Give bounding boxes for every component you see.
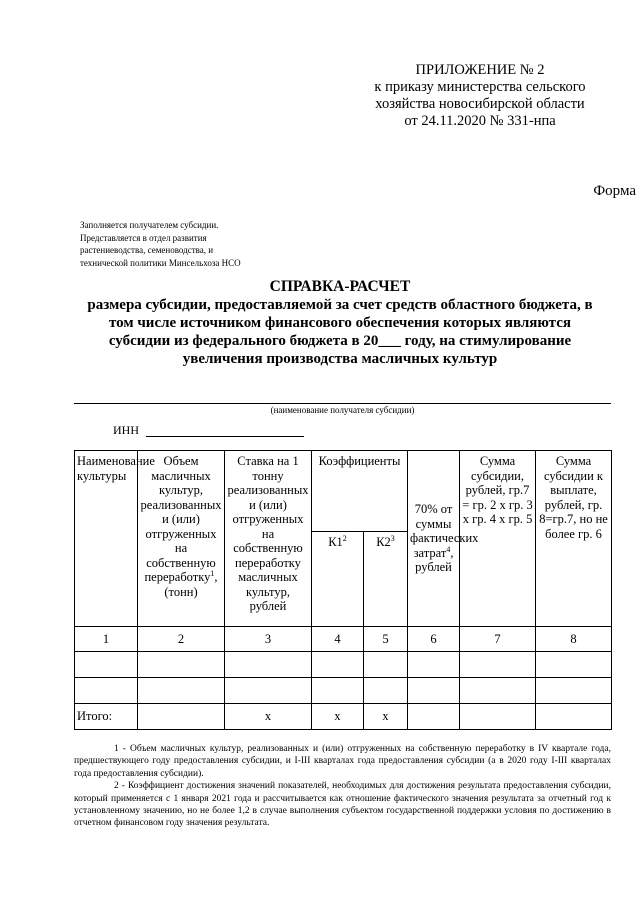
column-number: 5 <box>364 627 408 652</box>
total-mark: х <box>225 704 312 730</box>
total-label: Итого: <box>75 704 138 730</box>
inn-field[interactable] <box>146 436 304 437</box>
header-volume-text: Объем масличных культур, реализованных и (или) отгруженных на собственную переработку <box>140 454 222 584</box>
footnote-ref-2: 2 <box>342 533 347 543</box>
header-payout <box>536 451 612 627</box>
title-line4: увеличения производства масличных культур <box>182 351 498 367</box>
footnote-ref-3: 3 <box>390 533 395 543</box>
column-number: 4 <box>312 627 364 652</box>
header-k1 <box>312 532 364 627</box>
appendix-order-date: от 24.11.2020 № 331-нпа <box>404 113 556 129</box>
header-cost-share-unit: , рублей <box>415 545 454 575</box>
total-row <box>75 704 612 730</box>
header-coefficients <box>312 451 408 532</box>
document-title <box>70 278 610 368</box>
title-main: СПРАВКА-РАСЧЕТ <box>269 278 411 295</box>
title-line2: том числе источником финансового обеспечения которых являются <box>108 315 572 331</box>
column-number: 3 <box>225 627 312 652</box>
table-cell[interactable] <box>408 704 460 730</box>
appendix-header <box>350 62 610 130</box>
recipient-name-field[interactable] <box>74 403 611 404</box>
column-number: 7 <box>460 627 536 652</box>
footnote-2: 2 - Коэффициент достижения значений показателей, необходимых для достижения результата предоставления субсидии, который применяется с 1 января 2021 года и рассчитывается как отношение фактического значения результата за отчетный год к установленному значению, но не более 1,2 в случае выполнения субъектом государственной поддержки условия по достижению в отчетном финансовом году значения результата. <box>74 781 611 829</box>
table-cell[interactable] <box>536 652 612 678</box>
header-cost-share-text: 70% от суммы фактических затрат <box>410 502 479 560</box>
total-mark: х <box>364 704 408 730</box>
calculation-table <box>74 450 612 730</box>
notice-line1: Заполняется получателем субсидии. <box>80 220 219 230</box>
submission-notice <box>80 219 290 269</box>
total-mark: х <box>312 704 364 730</box>
table-header-row <box>75 451 612 532</box>
header-cost-share <box>408 451 479 627</box>
header-subsidy-sum-text: Сумма субсидии, рублей, гр.7 = гр. 2 х гр. 3 х гр. 4 х гр. 5 <box>462 454 533 526</box>
header-k2-text: К2 <box>376 535 391 549</box>
column-number: 6 <box>408 627 460 652</box>
table-cell[interactable] <box>364 678 408 704</box>
table-cell[interactable] <box>536 678 612 704</box>
table-cell[interactable] <box>408 678 460 704</box>
table-cell[interactable] <box>75 652 138 678</box>
table-cell[interactable] <box>75 678 138 704</box>
table-cell[interactable] <box>138 678 225 704</box>
footnote-ref-4: 4 <box>446 544 451 554</box>
header-crop-name-text: Наименование культуры <box>77 454 155 483</box>
table-cell[interactable] <box>536 704 612 730</box>
inn-label: ИНН <box>113 423 139 437</box>
notice-line2: Представляется в отдел развития <box>80 232 207 243</box>
recipient-caption: (наименование получателя субсидии) <box>270 405 415 415</box>
header-payout-text: Сумма субсидии к выплате, рублей, гр. 8=гр.7, но не более гр. 6 <box>539 454 608 541</box>
appendix-order-line1: к приказу министерства сельского <box>374 79 586 95</box>
footnotes <box>74 743 611 830</box>
table-cell[interactable] <box>312 678 364 704</box>
table-cell[interactable] <box>460 652 536 678</box>
header-k2 <box>364 532 408 627</box>
title-line1: размера субсидии, предоставляемой за счет средств областного бюджета, в <box>87 297 593 313</box>
form-label: Форма <box>593 183 636 199</box>
table-cell[interactable] <box>460 678 536 704</box>
table-cell[interactable] <box>408 652 460 678</box>
title-line3: субсидии из федерального бюджета в 20___ году, на стимулирование <box>108 333 572 349</box>
appendix-title: ПРИЛОЖЕНИЕ № 2 <box>415 62 545 78</box>
table-cell[interactable] <box>312 652 364 678</box>
header-coefficients-text: Коэффициенты <box>318 454 401 468</box>
table-cell[interactable] <box>364 652 408 678</box>
column-number: 2 <box>138 627 225 652</box>
header-rate-text: Ставка на 1 тонну реализованных и (или) отгруженных на собственную переработку масличных культур, рублей <box>227 454 309 613</box>
column-number-row <box>75 627 612 652</box>
notice-line3: растениеводства, семеноводства, и <box>80 245 214 255</box>
header-volume-unit: , (тонн) <box>164 570 218 599</box>
footnote-1: 1 - Объем масличных культур, реализованных и (или) отгруженных на собственную переработку в IV квартале года, предшествующего году предоставления субсидии, и I-III кварталах года предоставления субсидии (а в 2020 году I-III кварталах года предоставления субсидии). <box>74 744 611 779</box>
table-cell[interactable] <box>460 704 536 730</box>
table-cell[interactable] <box>138 652 225 678</box>
table-cell[interactable] <box>225 678 312 704</box>
footnote-ref-1: 1 <box>210 568 215 578</box>
column-number: 8 <box>536 627 612 652</box>
table-row <box>75 652 612 678</box>
appendix-order-line2: хозяйства новосибирской области <box>375 96 585 112</box>
header-k1-text: К1 <box>328 535 343 549</box>
table-cell[interactable] <box>225 652 312 678</box>
header-rate <box>225 451 312 627</box>
table-row <box>75 678 612 704</box>
header-volume <box>138 451 225 627</box>
table-cell[interactable] <box>138 704 225 730</box>
notice-line4: технической политики Минсельхоза НСО <box>80 257 241 268</box>
column-number: 1 <box>75 627 138 652</box>
header-crop-name <box>75 451 155 627</box>
